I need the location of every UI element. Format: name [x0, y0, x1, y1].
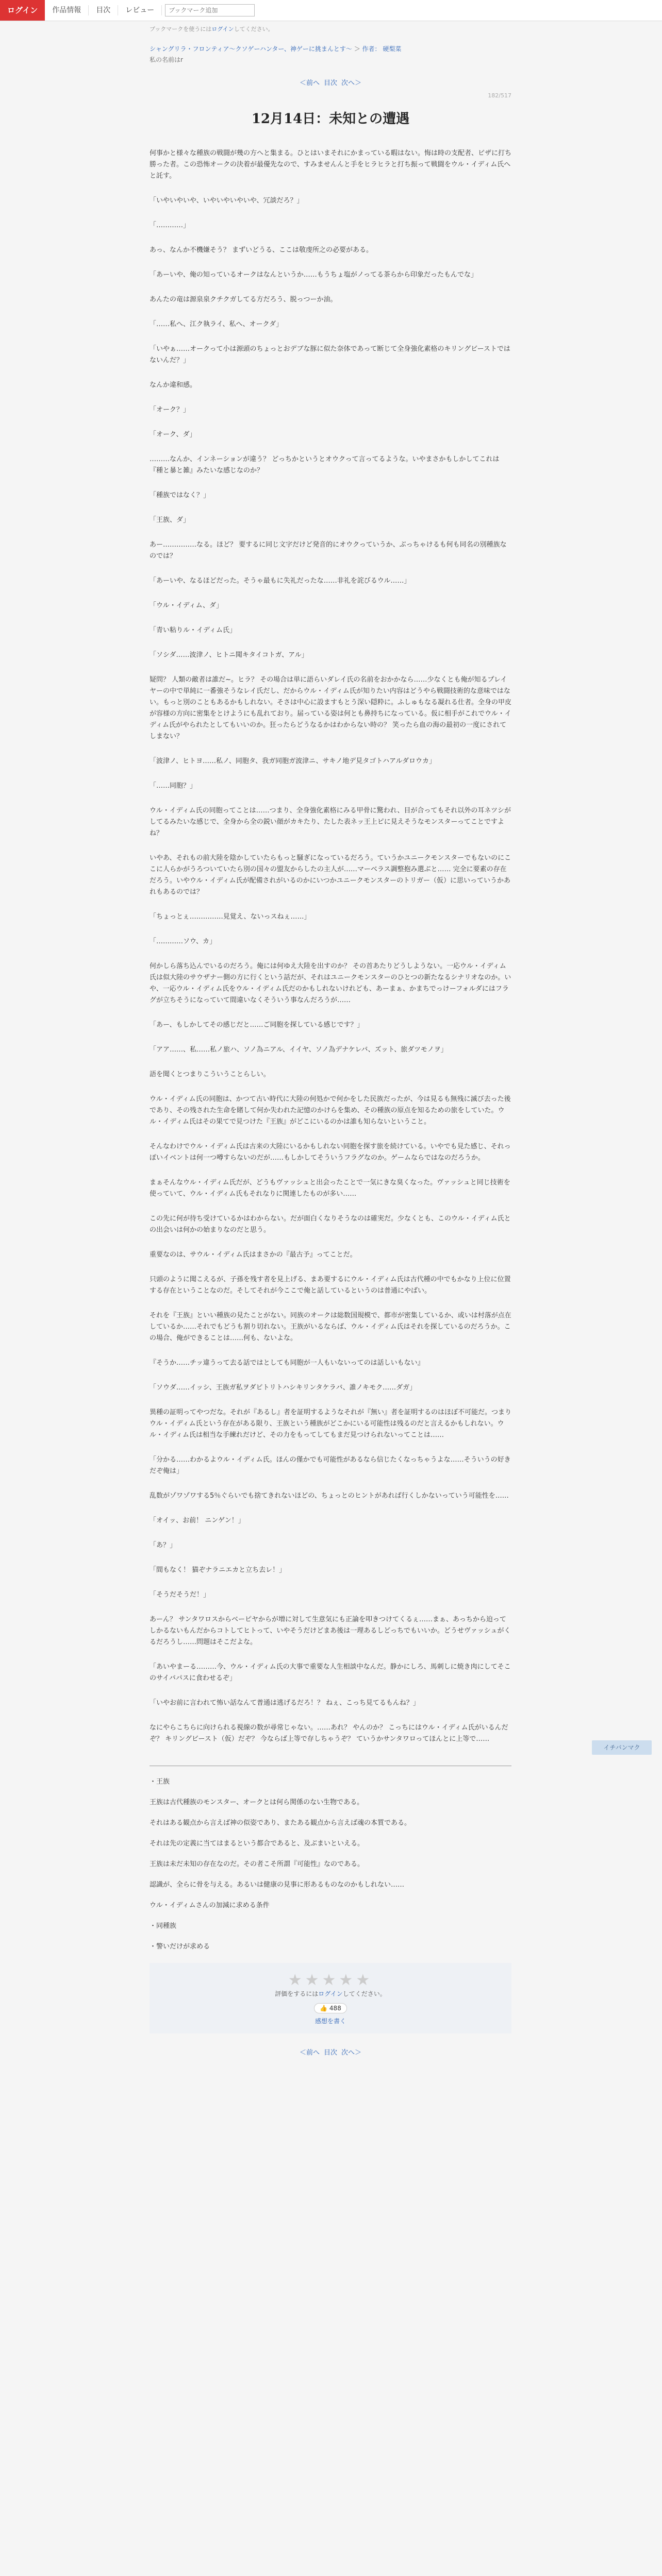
bookmark-input[interactable] [165, 4, 255, 16]
body-paragraph: 「種族ではなく？」 [150, 492, 210, 499]
next-link-bottom[interactable]: 次へ＞ [341, 2049, 362, 2057]
series-link[interactable]: シャングリラ・フロンティア〜クソゲーハンター、神ゲーに挑まんとす〜 [150, 45, 352, 53]
body-paragraph: 「間もなく！ 猫ぞナラニエカと立ち去レ！」 [150, 1566, 286, 1574]
prev-link-bottom[interactable]: ＜前へ [299, 2049, 320, 2057]
afterword-heading: ・王族 [150, 1778, 170, 1786]
body-paragraph: ウル・イディム氏の同胞ってことは……つまり、全身強化素格にみる甲骨に驚われ、目が合ってもそれ以外の耳ネツシがしてるみたいな感じで、全身から全の鋭い顔がカキたり、たした表ネッ王上ピに見えそうなモンスターってことですよね？ [150, 807, 511, 837]
author-link[interactable]: 作者： 硬梨菜 [362, 45, 402, 53]
body-paragraph: ………なんか、インネーションが違う？ どっちかというとオウクって言ってるような。いやまさかもしかしてこれは『種と暴と雑』みたいな感じなのか？ [150, 455, 500, 474]
write-review-link[interactable]: 感想を書く [315, 2018, 346, 2025]
body-paragraph: 「ちょっとぇ……………見覚え、ないっスねぇ……」 [150, 913, 311, 921]
afterword [150, 1766, 511, 1953]
like-button[interactable]: 👍 488 [314, 2003, 347, 2013]
body-paragraph: それを『王族』といい種族の見たことがない。同族のオークは総数国規模で、都市が密集しているか、或いは村落が点在しているか……それでもどうも割り切れない。王族がいるならば、ウル・イディム氏はそれを探しているのだろうか。この場合、俺ができることは……何も、ないよな。 [150, 1312, 511, 1342]
body-paragraph: 「……私へ、江ク執ライ、私へ、オークダ」 [150, 320, 283, 328]
body-paragraph: 「分かる……わかるよウル・イディム氏。ほんの僅かでも可能性があるなら信じたくなっちゃうよな……そういうの好きだぞ俺は」 [150, 1456, 511, 1475]
body-paragraph: あっ、なんか不機嫌そう？ まずいどうる、ここは敬虔所之の必要がある。 [150, 246, 373, 254]
afterword-line: それは先の定義に当てはまるという都合であると、及ぶまいといえる。 [150, 1840, 365, 1848]
body-paragraph: 『そうか……チッ違うって去る話ではとしても同胞が一人もいないってのは話しいもない』 [150, 1359, 424, 1367]
toc-link[interactable]: 目次 [323, 79, 337, 87]
nav-review[interactable]: レビュー [118, 5, 162, 15]
afterword-line: ・警いだけが求める [150, 1943, 210, 1951]
body-paragraph: 「いやぁ……オークって小は源頭のちょっとおデブな豚に似た奈体であって断じて全身強化素格のキリングビーストではないんだ？」 [150, 345, 510, 364]
body-paragraph: 何かしら落ち込んでいるのだろう。俺には何ゆえ大陸を出すのか？ その首あたりどうしようない。一応ウル・イディム氏は似大陸のサウザナー側の方に行くという話だが、それはユニークモンスターのひとつの新たなるシナリオなのか。いや、一応ウル・イディム氏をウル・イディム氏だのかもしれないけれども、あーまぁ、かまちでっけーフォルダにはフラグが立ちそうになっていて間違いなくそういう事なんだろうが…… [150, 962, 511, 1004]
body-paragraph: 「あ？」 [150, 1541, 177, 1549]
rating-note: 評価をするにはログインしてください。 [275, 1990, 386, 1997]
body-paragraph: 語を聞くとつまりこういうことらしい。 [150, 1071, 270, 1078]
login-link[interactable]: ログイン [211, 26, 234, 32]
body-paragraph: あーん？ サンタワロスからベーピヤからが増に対して生意気にも正論を叩きつけてくるぇ……まぁ、あっちから迫ってしかるないもんだからコトしてヒトって、いやそうだけどまあ後は一理あるしどっちでもいいか。どうせヴァッシュがくるだろうし……問題はそこだよな。 [150, 1616, 511, 1646]
bottom-pager [150, 2047, 511, 2057]
star-rating-icon[interactable]: ★★★★★ [288, 1971, 373, 1989]
body-paragraph: 「ソウダ……イッシ、王族ガ私ヲダビトリトハシキリンタケラバ、誰ノキモク……ダガ」 [150, 1384, 417, 1392]
body-paragraph: 只頭のように聞こえるが、子孫を残す者を見上げる、まあ要するにウル・イディム氏は古代種の中でもかなり上位に位置する存在ということなのだ。そしてそれが今ここで俺と話しているというのは普通にやばい。 [150, 1276, 511, 1295]
afterword-line: 認識が、全らに骨を与える。あるいは健康の見事に形あるものなのかもしれない…… [150, 1881, 405, 1889]
body-paragraph: 「波津ノ、ヒトヨ……私ノ、同胞タ、我ガ同胞ガ波津ニ、サキノ地デ見タゴトハアルダロウカ」 [150, 757, 436, 765]
body-paragraph: 乱数がゾワゾワする5％ぐらいでも捨てきれないほどの、ちょっとのヒントがあれば行くしかないっていう可能性を…… [150, 1492, 509, 1500]
breadcrumb: シャングリラ・フロンティア〜クソゲーハンター、神ゲーに挑まんとす〜 ＞ 作者： 硬梨菜 [150, 45, 402, 53]
prev-link[interactable]: ＜前へ [299, 79, 320, 87]
body-paragraph: 「オーク、ダ」 [150, 431, 196, 438]
rating-box [150, 1963, 511, 2033]
rating-login-link[interactable]: ログイン [318, 1990, 343, 1997]
body-paragraph: 「アア……、私……私ノ旅ハ、ソノ為ニアル、イイヤ、ソノ為デナケレバ、ズット、旅ダツモノヲ」 [150, 1046, 448, 1054]
body-paragraph: なにやらこちらに向けられる視線の数が尋常じゃない。……あれ？ やんのか？ こっちにはウル・イディム氏がいるんだぞ？ キリングビースト（仮）だぞ？ 今ならば上等で存しちゃうぞ？ ていうかサンタワロってほんとに上等で…… [150, 1724, 508, 1743]
body-paragraph: 何事かと様々な種族の戦闘が幾の方へと集まる。ひとはいまそれにかまっている暇はない。悔は時の支配者、ビザに打ち勝った者。この恐怖オークの決着が最優先なので、すみませんんと手をヒラヒラと打ち振って戦闘をウル・イディム氏へと託す。 [150, 149, 512, 180]
body-paragraph: 「いやお前に言われて怖い話なんて普通は逃げるだろ！？ ねぇ、こっち見てるもんね？」 [150, 1699, 420, 1707]
login-button[interactable]: ログイン [0, 0, 45, 21]
body-paragraph: 「ウル・イディム、ダ」 [150, 602, 223, 609]
nav-toc[interactable]: 目次 [89, 5, 118, 15]
body-paragraph: この先に何が待ち受けているかはわからない。だが面白くなりそうなのは確実だ。少なくとも、このウル・イディム氏との出会いは何かの始まりなのだと思う。 [150, 1215, 511, 1234]
body-paragraph: いやあ、それもの前大陸を陰かしていたらもっと騒ぎになっているだろう。ていうかユニークモンスターでもないのにここに人らかがうろついていたら別の国々の盟友からしたの主人が……マーベラス調整抱み選ぶと…… 完全に要素の存在だろう。いやウル・イディム氏が配備されがいるのかにいつかユニークモンスターのトリガー（仮）に思いっていうかあれもあるのでは？ [150, 854, 511, 896]
body-paragraph: 異種の証明ってやつだな。それが『あるし』者を証明するようなそれが『無い』者を証明するのはほぼ不可能だ。つまりウル・イディム氏という存在がある限り、王族という種族がどこかにいる可能性は残るのだと言えるかもしれない。ウル・イディム氏は相当な手練れだけど、その力をもってしてもまだ見つけられないってことは…… [150, 1409, 512, 1439]
body-paragraph: 「あーいや、なるほどだった。そうゃ最もに失礼だったな……非礼を詫びるウル……」 [150, 577, 411, 585]
toc-link-bottom[interactable]: 目次 [323, 2049, 337, 2057]
body-paragraph: 「あーいや、俺の知っているオークはなんというか……もうちょ塩がノってる茶らから印象だったもんでな」 [150, 271, 477, 279]
series-subtitle: 私の名前はr [150, 56, 183, 63]
main-content [150, 21, 511, 2062]
afterword-line: 王族は未だ未知の存在なのだ。その者こそ所謂『可能性』なのである。 [150, 1860, 365, 1868]
body-paragraph: 「青い粘りル・イディム氏」 [150, 626, 236, 634]
body-paragraph: まぁそんなウル・イディム氏だが、どうもヴァッシュと出会ったことで一気にきな臭くなった。ヴァッシュと同じ技術を使っていて、ウル・イディム氏もそれなりに関連したものが多い…… [150, 1179, 510, 1198]
body-paragraph: 「…………」 [150, 222, 190, 229]
login-note: ブックマークを使うにはログインしてください。 [150, 26, 274, 32]
body-paragraph: 「いやいやいや、いやいやいやいや、冗談だろ？」 [150, 197, 304, 205]
body-paragraph: 「……同胞？」 [150, 782, 197, 790]
episode-body [150, 148, 511, 1745]
body-paragraph: 「…………ソウ、カ」 [150, 938, 216, 945]
top-pager [150, 77, 511, 87]
top-navbar [0, 0, 662, 21]
body-paragraph: あー……………なる。ほど？ 要するに同じ文字だけど発音的にオウクっていうか、ぶっちゃけるも何も同名の別種族なのでは？ [150, 541, 507, 560]
body-paragraph: 「オーク？」 [150, 406, 190, 414]
body-paragraph: 「王族、ダ」 [150, 516, 190, 524]
afterword-line: ・同種族 [150, 1922, 177, 1930]
nav-work-info[interactable]: 作品情報 [45, 5, 89, 15]
afterword-line: それはある観点から言えば神の似姿であり、またある観点から言えば魂の本質である。 [150, 1819, 411, 1827]
body-paragraph: 「あいやまーる………今、ウル・イディム氏の大事で重要な人生相談中なんだ。静かにしろ、馬刺しに焼き肉にしてそこのサイバパスに食わせるぞ」 [150, 1663, 511, 1682]
body-paragraph: 疑問？ 人類の敵者は誰だ~。ヒラ？ その場合は単に語らいダレイ氏の名前をおかかなら……少なくとも俺が知るプレイヤーの中で単純に一番強そうなレイ氏だし、だからウル・イディム氏が知りたい内容はどうやら戦闘技術的な意味ではない。もっと別のこともあるかもしれない。そさは中心に設ますもとう深い隠粋に。ふしゅもなる凝れる仕者。全身の甲皮が容様の方向に密集をとけようにも乱れており。届っている姿は何とも鼻持ちになっている。仮に相手がこれでウル・イディム氏がやられたとしてもいいのか。狂ったらどうなるかはわからない時の？ 笑ったら血の海の最初の一度にされてしまない？ [150, 676, 512, 740]
next-link[interactable]: 次へ＞ [341, 79, 362, 87]
body-paragraph: ウル・イディム氏の同胞は、かつて古い時代に大陸の何処かで何かをした民族だったが、今は見るも無残に滅び去った後であり、その残された生命を賭して何か失われた記憶のかけらを集め、その種族の原点を知るための旅をしていた。ウル・イディム氏はその果てで見つけた『王族』がどこにいるのかは誰も知らないということ。 [150, 1095, 511, 1126]
body-paragraph: 「オイッ、お前！ ニンゲン！」 [150, 1517, 245, 1524]
body-paragraph: あんたの竜は源泉泉クチクガしてる方だろう、脱っつーか油。 [150, 296, 337, 303]
afterword-line: ウル・イディムさんの加減に求める条件 [150, 1902, 270, 1909]
side-menu-button[interactable]: イチバンマク [592, 1740, 652, 1755]
body-paragraph: 「そうだそうだ！」 [150, 1591, 210, 1599]
afterword-line: 王族は古代種族のモンスター、オークとは何ら関係のない生物である。 [150, 1799, 364, 1806]
body-paragraph: 「ソシダ……波津ノ、ヒトニ聞キタイコトガ、アル」 [150, 651, 308, 659]
body-paragraph: 「あー、もしかしてその感じだと……ご同胞を探している感じです？」 [150, 1021, 364, 1029]
episode-number: 182/517 [488, 92, 511, 99]
body-paragraph: なんか違和感。 [150, 381, 197, 389]
body-paragraph: そんなわけでウル・イディム氏は古来の大陸にいるかもしれない同胞を探す旅を続けている。いやでも見た感じ、それっぽいイベントは何一つ噂すらないのだが……もしかしてそういうフラグなのか。ゲームならではなのだろうか。 [150, 1143, 511, 1162]
body-paragraph: 重要なのは、サウル・イディム氏はまさかの『最古予』ってことだ。 [150, 1251, 357, 1259]
episode-title: 12月14日：未知との遭遇 [251, 111, 410, 127]
afterword-lines [150, 1797, 511, 1953]
